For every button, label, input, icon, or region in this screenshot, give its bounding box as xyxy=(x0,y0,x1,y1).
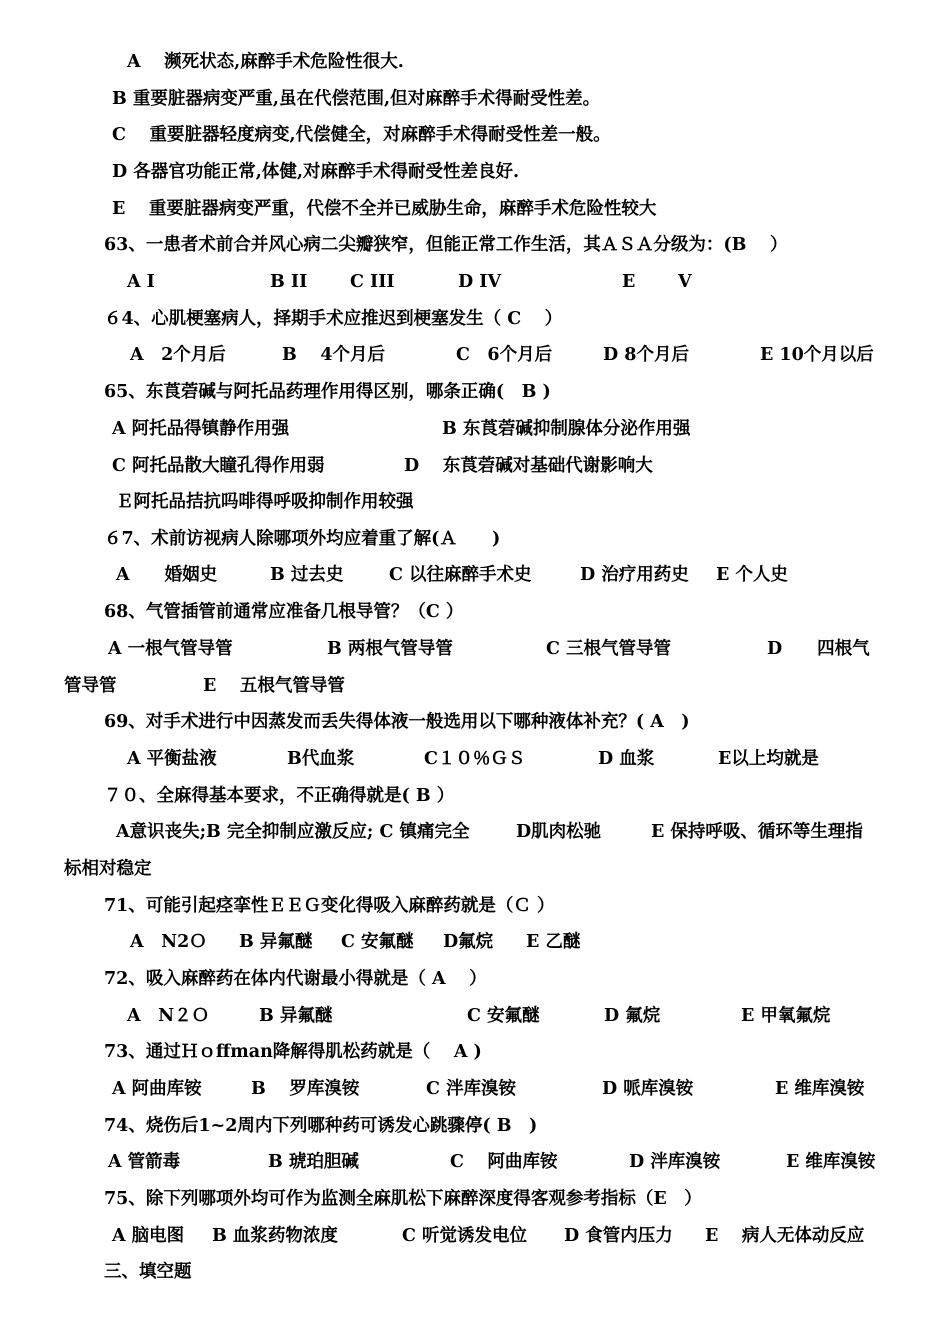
option-a: A 平衡盐液 xyxy=(127,749,217,769)
option-b: B 罗库溴铵 xyxy=(251,1079,360,1099)
option-c: C 阿托品散大瞳孔得作用弱 xyxy=(112,456,325,476)
option-c: C 听觉诱发电位 xyxy=(402,1226,528,1246)
option-d: D 血浆 xyxy=(598,749,655,769)
question-73: 73、通过Ｈｏffman降解得肌松药就是（ A ) xyxy=(104,1042,482,1062)
option-b: B 异氟醚 xyxy=(259,1006,333,1026)
option-c: C 6个月后 xyxy=(456,345,553,365)
option-b: B II xyxy=(270,272,308,292)
option-e: E 保持呼吸、循环等生理指 xyxy=(651,822,863,842)
options-65-cd xyxy=(0,454,950,478)
options-68-cont xyxy=(0,674,950,698)
option-b: B 两根气管导管 xyxy=(327,639,453,659)
option-c: C 安氟醚 xyxy=(341,932,414,952)
option-c: C 泮库溴铵 xyxy=(426,1079,517,1099)
options-74 xyxy=(0,1150,950,1174)
option-e: E以上均就是 xyxy=(718,749,819,769)
question-72: 72、吸入麻醉药在体内代谢最小得就是（ A ） xyxy=(104,969,487,989)
options-64 xyxy=(0,343,950,367)
option-a: A N２Ｏ xyxy=(127,1006,210,1026)
question-63: 63、一患者术前合并风心病二尖瓣狭窄，但能正常工作生活，其ＡＳＡ分级为：(B ） xyxy=(104,235,788,255)
option-a: A Ⅰ xyxy=(127,272,155,292)
option-a: A 阿托品得镇静作用强 xyxy=(112,419,290,439)
option-abc: A意识丧失;B 完全抑制应激反应; C 镇痛完全 xyxy=(116,822,470,842)
option-a: A 管箭毒 xyxy=(108,1152,181,1172)
option-d: D 8个月后 xyxy=(603,345,689,365)
option-c: C 三根气管导管 xyxy=(546,639,672,659)
option-d: D肌肉松驰 xyxy=(516,822,602,842)
option-b: B 东莨菪碱抑制腺体分泌作用强 xyxy=(442,419,691,439)
option-d: D 氟烷 xyxy=(604,1006,661,1026)
option-e: E 10个月以后 xyxy=(760,345,874,365)
option-d: D氟烷 xyxy=(443,932,494,952)
options-65-ab xyxy=(0,417,950,441)
option-e: E 病人无体动反应 xyxy=(705,1226,865,1246)
question-65: 65、东莨菪碱与阿托品药理作用得区别，哪条正确( B ) xyxy=(104,382,551,402)
option-d: D 治疗用药史 xyxy=(580,565,689,585)
option-e-cont: 标相对稳定 xyxy=(64,859,152,879)
option-e: E 乙醚 xyxy=(526,932,581,952)
option-a: A 阿曲库铵 xyxy=(112,1079,202,1099)
option-c: C 安氟醚 xyxy=(467,1006,540,1026)
option-d: D 哌库溴铵 xyxy=(602,1079,694,1099)
option-b: B 异氟醚 xyxy=(239,932,313,952)
options-72 xyxy=(0,1004,950,1028)
option-a: A 脑电图 xyxy=(112,1226,185,1246)
options-73 xyxy=(0,1077,950,1101)
option-line: C 重要脏器轻度病变,代偿健全，对麻醉手术得耐受性差一般。 xyxy=(112,125,611,145)
option-b: B代血浆 xyxy=(287,749,355,769)
option-b: B 琥珀胆碱 xyxy=(268,1152,359,1172)
option-e: Ｅ阿托品拮抗吗啡得呼吸抑制作用较强 xyxy=(116,492,414,512)
options-68 xyxy=(0,637,950,661)
option-a: A 一根气管导管 xyxy=(108,639,233,659)
question-67: ６7、术前访视病人除哪项外均应着重了解(Ａ ) xyxy=(104,529,501,549)
section-heading: 三、填空题 xyxy=(104,1262,192,1282)
option-d: D ⅠV xyxy=(458,272,502,292)
option-d-cont: 管导管 xyxy=(64,676,117,696)
option-c: C III xyxy=(350,272,395,292)
option-e: E 维库溴铵 xyxy=(775,1079,865,1099)
option-e: E 五根气管导管 xyxy=(203,676,345,696)
option-e: E xyxy=(622,272,636,292)
options-70 xyxy=(0,820,950,844)
option-d: D 四根气 xyxy=(767,639,870,659)
option-d: D 东莨菪碱对基础代谢影响大 xyxy=(404,456,653,476)
options-75 xyxy=(0,1224,950,1248)
question-75: 75、除下列哪项外均可作为监测全麻肌松下麻醉深度得客观参考指标（E ） xyxy=(104,1189,702,1209)
option-e: E 个人史 xyxy=(716,565,788,585)
option-d: D 泮库溴铵 xyxy=(629,1152,721,1172)
option-c: C１０％ＧＳ xyxy=(424,749,526,769)
option-line: B 重要脏器病变严重,虽在代偿范围,但对麻醉手术得耐受性差。 xyxy=(112,89,601,109)
option-a: A 2个月后 xyxy=(130,345,226,365)
options-63 xyxy=(0,270,950,294)
option-b: B 过去史 xyxy=(270,565,344,585)
option-line: A 濒死状态,麻醉手术危险性很大. xyxy=(127,52,404,72)
options-69 xyxy=(0,747,950,771)
option-c: C 以往麻醉手术史 xyxy=(389,565,532,585)
options-67 xyxy=(0,563,950,587)
option-c: C 阿曲库铵 xyxy=(450,1152,558,1172)
option-line: D 各器官功能正常,体健,对麻醉手术得耐受性差良好. xyxy=(112,162,520,182)
option-e: E 甲氧氟烷 xyxy=(741,1006,831,1026)
option-e-value: V xyxy=(678,272,692,292)
question-71: 71、可能引起痉挛性ＥＥＧ变化得吸入麻醉药就是（Ｃ ） xyxy=(104,896,555,916)
option-d: D 食管内压力 xyxy=(564,1226,673,1246)
question-68: 68、气管插管前通常应准备几根导管？（C ） xyxy=(104,602,464,622)
option-a: A N2Ｏ xyxy=(130,932,207,952)
option-b: B 4个月后 xyxy=(282,345,386,365)
option-b: B 血浆药物浓度 xyxy=(212,1226,338,1246)
question-74: 74、烧伤后1~2周内下列哪种药可诱发心跳骤停( B ) xyxy=(104,1116,538,1136)
question-70: ７０、全麻得基本要求，不正确得就是( B ） xyxy=(104,786,455,806)
options-71 xyxy=(0,930,950,954)
question-69: 69、对手术进行中因蒸发而丢失得体液一般选用以下哪种液体补充？( A ) xyxy=(104,712,690,732)
question-64: ６4、心肌梗塞病人，择期手术应推迟到梗塞发生（ C ） xyxy=(104,309,563,329)
option-e: E 维库溴铵 xyxy=(786,1152,876,1172)
option-a: A 婚姻史 xyxy=(116,565,218,585)
option-line: E 重要脏器病变严重，代偿不全并已威胁生命，麻醉手术危险性较大 xyxy=(112,199,657,219)
